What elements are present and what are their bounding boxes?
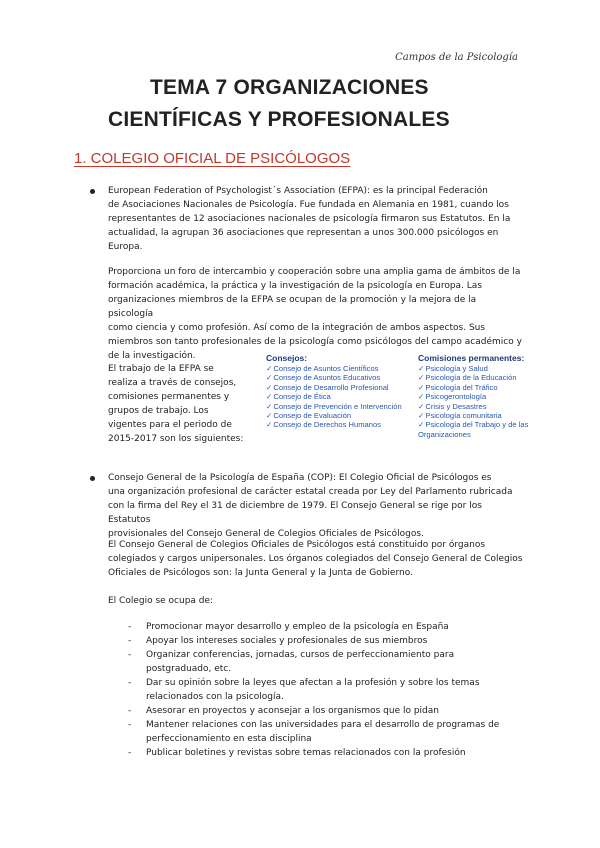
text-line: European Federation of Psychologist´s Association (EFPA): es la principal Federación xyxy=(108,186,488,196)
text-line: Consejo General de la Psicología de España (COP): El Colegio Oficial de Psicólogos es xyxy=(108,473,492,483)
text-line: organizaciones miembros de la EFPA se ocupan de la promoción y la mejora de la psicología xyxy=(108,295,477,319)
text-line: Europa. xyxy=(108,242,143,252)
comision-label: Psicogerontología xyxy=(425,392,487,402)
colegio-intro xyxy=(108,594,524,608)
comision-item xyxy=(418,411,552,420)
comision-label: Crisis y Desastres xyxy=(425,401,487,411)
list-item-text: Promocionar mayor desarrollo y empleo de la psicología en España xyxy=(146,622,449,632)
consejo-label: Consejo de Ética xyxy=(273,392,331,402)
list-item-text: relacionados con la psicología. xyxy=(146,692,284,702)
consejo-item xyxy=(266,383,416,392)
check-icon: ✓ xyxy=(418,401,425,411)
list-item-text: Apoyar los intereses sociales y profesionales de sus miembros xyxy=(146,636,428,646)
check-icon: ✓ xyxy=(418,364,425,373)
consejo-item xyxy=(266,364,416,373)
section-heading: 1. COLEGIO OFICIAL DE PSICÓLOGOS xyxy=(74,150,351,167)
check-icon: ✓ xyxy=(266,373,273,383)
check-icon: ✓ xyxy=(266,420,273,430)
colegio-tasks-list xyxy=(128,620,528,760)
list-item xyxy=(128,746,528,760)
consejos-heading: Consejos: xyxy=(266,353,308,363)
consejo-label: Consejo de Desarrollo Profesional xyxy=(273,382,389,392)
list-item xyxy=(128,676,528,704)
consejo-item xyxy=(266,373,416,382)
comision-item xyxy=(418,420,552,439)
text-line: El Consejo General de Colegios Oficiales de Psicólogos está constituido por órganos xyxy=(108,540,486,550)
comisiones-heading: Comisiones permanentes: xyxy=(418,353,525,363)
dash-marker: - xyxy=(128,678,132,688)
comision-item xyxy=(418,364,552,373)
consejo-label: Consejo de Asuntos Educativos xyxy=(273,373,381,383)
text-line: comisiones permanentes y xyxy=(108,392,230,402)
list-item-text: Dar su opinión sobre la leyes que afectan a la profesión y sobre los temas xyxy=(146,678,480,688)
text-line: de Asociaciones Nacionales de Psicología. Fue fundada en Alemania en 1981, cuando los xyxy=(108,200,509,210)
running-header: Campos de la Psicología xyxy=(395,52,518,63)
comision-item xyxy=(418,373,552,382)
check-icon: ✓ xyxy=(418,373,425,383)
list-item xyxy=(128,648,528,676)
text-line: El Colegio se ocupa de: xyxy=(108,596,214,606)
list-item-text: perfeccionamiento en esta disciplina xyxy=(146,734,312,744)
dash-marker: - xyxy=(128,650,132,660)
list-item xyxy=(128,718,528,746)
consejos-column xyxy=(266,353,416,430)
text-line: grupos de trabajo. Los xyxy=(108,406,209,416)
cop-consejo-paragraph xyxy=(108,538,524,580)
comision-item xyxy=(418,402,552,411)
consejo-item xyxy=(266,392,416,401)
text-line: actualidad, la agrupan 36 asociaciones que representan a unos 300.000 psicólogos en xyxy=(108,228,499,238)
text-line: El trabajo de la EFPA se xyxy=(108,364,214,374)
comision-label: Psicología del Tráfico xyxy=(425,382,498,392)
text-line: realiza a través de consejos, xyxy=(108,378,237,388)
bullet-dot xyxy=(90,189,95,194)
consejo-label: Consejo de Asuntos Científicos xyxy=(273,364,379,373)
comision-label: Psicología y Salud xyxy=(425,364,488,373)
consejo-item xyxy=(266,420,416,429)
check-icon: ✓ xyxy=(266,401,273,411)
dash-marker: - xyxy=(128,636,132,646)
consejo-item xyxy=(266,402,416,411)
list-item xyxy=(128,704,528,718)
comision-item xyxy=(418,392,552,401)
text-line: Proporciona un foro de intercambio y cooperación sobre una amplia gama de ámbitos de la xyxy=(108,267,521,277)
title-line-1: TEMA 7 ORGANIZACIONES xyxy=(150,76,429,99)
text-line: colegiados y cargos unipersonales. Los órganos colegiados del Consejo General de Colegios xyxy=(108,554,523,564)
list-item-text: Mantener relaciones con las universidades para el desarrollo de programas de xyxy=(146,720,500,730)
check-icon: ✓ xyxy=(418,420,425,430)
check-icon: ✓ xyxy=(418,382,425,392)
list-item-text: postgraduado, etc. xyxy=(146,664,232,674)
dash-marker: - xyxy=(128,706,132,716)
text-line: representantes de 12 asociaciones nacionales de psicología firmaron sus Estatutos. En la xyxy=(108,214,511,224)
list-item xyxy=(128,634,528,648)
consejo-label: Consejo de Evaluación xyxy=(273,411,352,421)
consejo-label: Consejo de Derechos Humanos xyxy=(273,420,382,430)
consejo-item xyxy=(266,411,416,420)
text-line: vigentes para el periodo de xyxy=(108,420,232,430)
comisiones-column xyxy=(418,353,552,439)
list-item-text: Organizar conferencias, jornadas, cursos de perfeccionamiento para xyxy=(146,650,455,660)
comision-label: Psicología comunitaria xyxy=(425,411,502,421)
text-line: una organización profesional de carácter estatal creada por Ley del Parlamento rubricada xyxy=(108,487,513,497)
check-icon: ✓ xyxy=(418,392,425,402)
efpa-forum-paragraph xyxy=(108,265,524,363)
text-line: Oficiales de Psicólogos son: la Junta General y la Junta de Gobierno. xyxy=(108,568,413,578)
check-icon: ✓ xyxy=(418,411,425,421)
comision-label: Psicología de la Educación xyxy=(425,373,517,383)
text-line: de la investigación. xyxy=(108,351,196,361)
list-item-text: Asesorar en proyectos y aconsejar a los organismos que lo pidan xyxy=(146,706,439,716)
comision-label: Psicología del Trabajo y de las Organizaciones xyxy=(418,420,529,439)
bullet-dot xyxy=(90,476,95,481)
check-icon: ✓ xyxy=(266,411,273,421)
dash-marker: - xyxy=(128,622,132,632)
check-icon: ✓ xyxy=(266,364,273,373)
dash-marker: - xyxy=(128,748,132,758)
text-line: como ciencia y como profesión. Así como de la integración de ambos aspectos. Sus xyxy=(108,323,486,333)
efpa-work-paragraph xyxy=(108,362,248,446)
comision-item xyxy=(418,383,552,392)
text-line: provisionales del Consejo General de Colegios Oficiales de Psicólogos. xyxy=(108,529,424,539)
check-icon: ✓ xyxy=(266,392,273,402)
efpa-paragraph xyxy=(108,184,524,254)
text-line: miembros son tanto profesionales de la psicología como psicólogos del campo académico y xyxy=(108,337,522,347)
dash-marker: - xyxy=(128,720,132,730)
title-line-2: CIENTÍFICAS Y PROFESIONALES xyxy=(108,108,450,131)
list-item xyxy=(128,620,528,634)
text-line: 2015-2017 son los siguientes: xyxy=(108,434,244,444)
check-icon: ✓ xyxy=(266,382,273,392)
consejo-label: Consejo de Prevención e Intervención xyxy=(273,401,402,411)
cop-paragraph xyxy=(108,471,524,541)
efpa-structure-figure xyxy=(262,353,552,446)
list-item-text: Publicar boletines y revistas sobre temas relacionados con la profesión xyxy=(146,748,466,758)
text-line: con la firma del Rey el 31 de diciembre de 1979. El Consejo General se rige por los Estatutos xyxy=(108,501,482,525)
text-line: formación académica, la práctica y la investigación de la psicología en Europa. Las xyxy=(108,281,483,291)
